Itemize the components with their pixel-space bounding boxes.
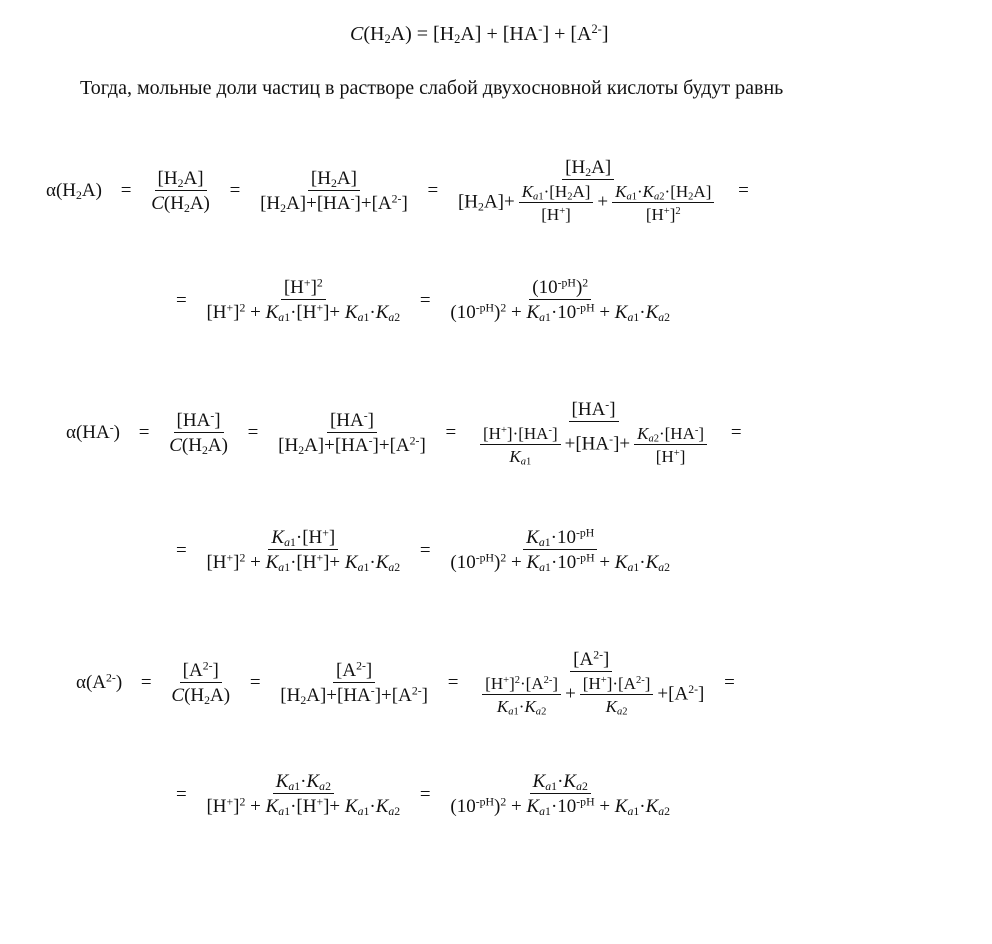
equals-sign: = [140, 672, 152, 693]
alpha-a-frac4: $\frac{K_{a1}\cdot K_{a2}}{[H^+]^2 + K_{a1}\cdot[H^+]+ K_{a1}\cdot K_{a2}}$ [206, 771, 401, 818]
alpha-a-frac3: $[A^{2-}]$ $\frac{[H^+]^2\cdot[A^{2-}]}{K_{a1}\cdot K_{a2}}$ + $\frac{[H^+]\cdot[A^{2-}]}{K_{a2}}$ $+[A^{2-}]$ [475, 650, 707, 715]
alpha-ha-frac1: $\frac{[HA^-]}{C(H_2A)}$ [169, 409, 228, 457]
alpha-a-frac1: $\frac{[A^{2-}]}{C(H_2A)}$ [171, 659, 231, 707]
equals-sign: = [176, 539, 187, 561]
equals-sign: = [247, 422, 259, 443]
alpha-h2a-frac1: $\frac{[H_2A]}{C(H_2A)}$ [151, 167, 210, 215]
equals-sign: = [176, 783, 187, 805]
equals-sign: = [120, 180, 132, 201]
equals-sign: = [427, 180, 439, 201]
alpha-h2a-frac4: $\frac{[H^+]^2}{[H^+]^2 + K_{a1}\cdot[H^+]+ K_{a1}\cdot K_{a2}}$ [206, 276, 401, 324]
equals-sign: = [249, 672, 261, 693]
alpha-h2a-frac3: $[H_2A]$ $[H_2A]+$ $\frac{K_{a1}\cdot[H_2A]}{[H^+]}$ + $\frac{K_{a1}\cdot K_{a2}\cdot[H_2A]}{[H^+]^2}$ [455, 158, 721, 223]
alpha-a-label: $\alpha(A^{2-})$ [76, 671, 123, 693]
equals-sign: = [447, 672, 459, 693]
equals-sign: = [176, 289, 187, 311]
equals-sign: = [419, 539, 431, 561]
equals-sign: = [419, 783, 431, 805]
alpha-h2a-frac5: $\frac{(10^{-pH})^2}{(10^{-pH})^2 + K_{a1}\cdot 10^{-pH} + K_{a1}\cdot K_{a2}}$ [450, 276, 671, 324]
equals-sign: = [730, 422, 742, 443]
alpha-ha-frac4: $\frac{K_{a1}\cdot[H^+]}{[H^+]^2 + K_{a1}\cdot[H^+]+ K_{a1}\cdot K_{a2}}$ [206, 526, 401, 574]
equals-sign: = [419, 289, 431, 311]
alpha-a-line2 [168, 772, 677, 816]
intro-text: Тогда, мольные доли частиц в растворе слабой двухосновной кислоты будут равнь [80, 77, 784, 99]
alpha-h2a-frac2: $\frac{[H_2A]}{[H_2A]+[HA^-]+[A^{2-}]}$ [260, 167, 408, 215]
equals-sign: = [724, 672, 735, 693]
alpha-ha-frac5: $\frac{K_{a1}\cdot 10^{-pH}}{(10^{-pH})^2 + K_{a1}\cdot 10^{-pH} + K_{a1}\cdot K_{a2}}$ [450, 526, 671, 574]
alpha-a-frac2: $\frac{[A^{2-}]}{[H_2A]+[HA^-]+[A^{2-}]}$ [280, 659, 428, 707]
alpha-ha-frac3: [HA-] $\frac{[H^+]\cdot[HA^-]}{K_{a1}}$ +[HA-]+ $\frac{K_{a2}\cdot[HA^-]}{[H^+]}$ [473, 400, 714, 465]
alpha-h2a-line1 [46, 158, 757, 223]
equals-sign: = [738, 180, 749, 201]
alpha-ha-frac2: $\frac{[HA^-]}{[H_2A]+[HA^-]+[A^{2-}]}$ [278, 409, 426, 457]
alpha-ha-line2 [168, 528, 677, 572]
alpha-ha-label: α(HA-) [66, 421, 120, 443]
equals-sign: = [229, 180, 241, 201]
alpha-a-line1 [76, 648, 743, 718]
alpha-h2a-label: $\alpha(H_2A)$ [46, 180, 102, 202]
total-concentration-formula: $C(H_2A) = [H_2A] + [HA^-] + [A^{2-}]$ [350, 22, 609, 47]
equals-sign: = [138, 422, 150, 443]
alpha-ha-line1 [66, 398, 750, 468]
equals-sign: = [445, 422, 457, 443]
alpha-h2a-line2 [168, 278, 677, 322]
alpha-a-frac5: $\frac{K_{a1}\cdot K_{a2}}{(10^{-pH})^2 + K_{a1}\cdot 10^{-pH} + K_{a1}\cdot K_{a2}}$ [450, 771, 671, 818]
